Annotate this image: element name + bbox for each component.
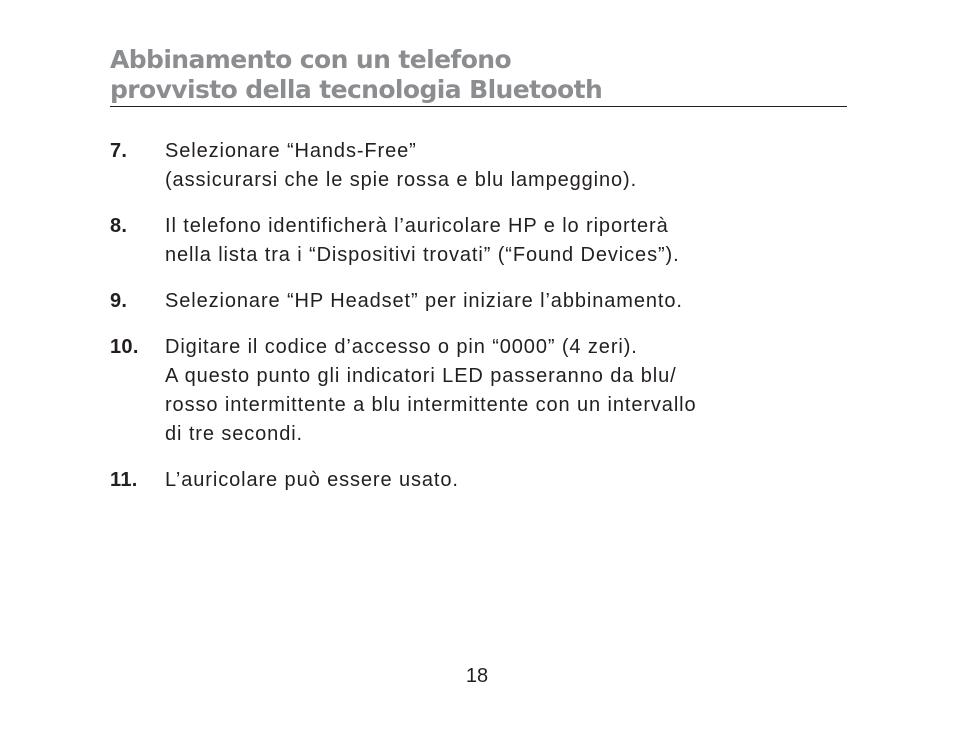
- page-title-line-2: provvisto della tecnologia Bluetooth: [110, 75, 603, 104]
- step-text-line: A questo punto gli indicatori LED passeranno da blu/: [165, 365, 677, 387]
- step-text: [165, 466, 847, 495]
- title-underline-divider: [110, 106, 847, 107]
- step-text: [165, 137, 847, 195]
- step-7: [110, 137, 847, 195]
- step-number: 10.: [110, 336, 139, 358]
- step-text-line: Selezionare “Hands-Free”: [165, 140, 417, 162]
- step-text-line: Il telefono identificherà l’auricolare HP e lo riporterà: [165, 215, 669, 237]
- step-text: [165, 333, 847, 449]
- step-9: [110, 287, 847, 316]
- steps-list: [110, 137, 847, 512]
- step-number: 11.: [110, 469, 138, 491]
- step-10: [110, 333, 847, 449]
- page-header: [110, 45, 847, 105]
- step-text: [165, 212, 847, 270]
- step-number: 9.: [110, 290, 128, 312]
- step-text-line: L’auricolare può essere usato.: [165, 469, 459, 491]
- step-text-line: (assicurarsi che le spie rossa e blu lampeggino).: [165, 169, 638, 191]
- step-text-line: Digitare il codice d’accesso o pin “0000” (4 zeri).: [165, 336, 638, 358]
- step-text: [165, 287, 847, 316]
- page-number: 18: [465, 665, 489, 687]
- step-number: 7.: [110, 140, 128, 162]
- step-text-line: di tre secondi.: [165, 423, 304, 445]
- step-11: [110, 466, 847, 495]
- step-8: [110, 212, 847, 270]
- step-number: 8.: [110, 215, 128, 237]
- step-text-line: Selezionare “HP Headset” per iniziare l’abbinamento.: [165, 290, 683, 312]
- step-text-line: nella lista tra i “Dispositivi trovati” (“Found Devices”).: [165, 244, 680, 266]
- step-text-line: rosso intermittente a blu intermittente con un intervallo: [165, 394, 697, 416]
- page-title-line-1: Abbinamento con un telefono: [110, 45, 512, 74]
